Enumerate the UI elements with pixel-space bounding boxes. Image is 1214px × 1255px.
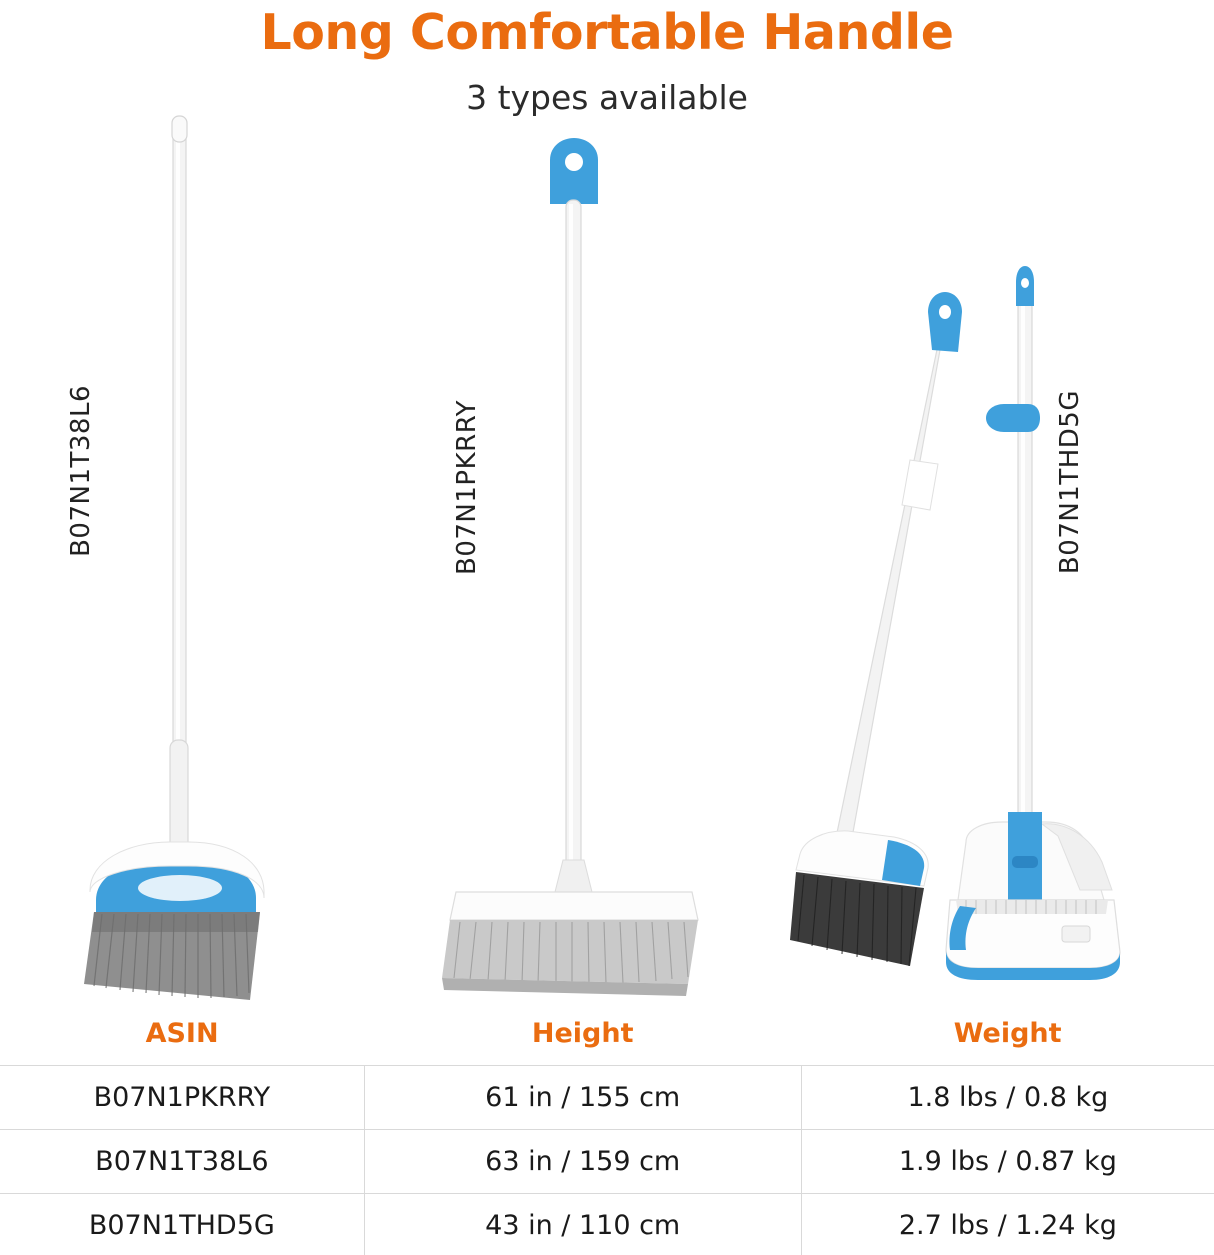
table-header-row	[0, 1010, 1214, 1066]
table-row	[0, 1130, 1214, 1194]
cell-height: 43 in / 110 cm	[364, 1194, 801, 1255]
asin-label-push-broom: B07N1PKRRY	[452, 400, 482, 575]
spec-table-wrapper	[0, 1010, 1214, 1255]
product-angle-broom	[60, 100, 390, 1000]
cell-asin: B07N1THD5G	[0, 1194, 364, 1255]
cell-weight: 1.8 lbs / 0.8 kg	[801, 1066, 1214, 1130]
product-broom-dustpan-set	[790, 100, 1210, 1000]
column-header-height: Height	[531, 1018, 634, 1049]
spec-table	[0, 1010, 1214, 1255]
page-title: Long Comfortable Handle	[260, 4, 954, 61]
cell-height: 61 in / 155 cm	[364, 1066, 801, 1130]
table-row	[0, 1194, 1214, 1255]
asin-label-broom-dustpan-set: B07N1THD5G	[1055, 390, 1085, 575]
product-illustrations	[0, 100, 1214, 1000]
cell-weight: 1.9 lbs / 0.87 kg	[801, 1130, 1214, 1194]
cell-asin: B07N1T38L6	[0, 1130, 364, 1194]
cell-height: 63 in / 159 cm	[364, 1130, 801, 1194]
table-row	[0, 1066, 1214, 1130]
cell-asin: B07N1PKRRY	[0, 1066, 364, 1130]
column-header-weight: Weight	[953, 1018, 1062, 1049]
page-subtitle: 3 types available	[466, 78, 748, 117]
cell-weight: 2.7 lbs / 1.24 kg	[801, 1194, 1214, 1255]
column-header-asin: ASIN	[145, 1018, 219, 1049]
asin-label-angle-broom: B07N1T38L6	[66, 385, 96, 557]
